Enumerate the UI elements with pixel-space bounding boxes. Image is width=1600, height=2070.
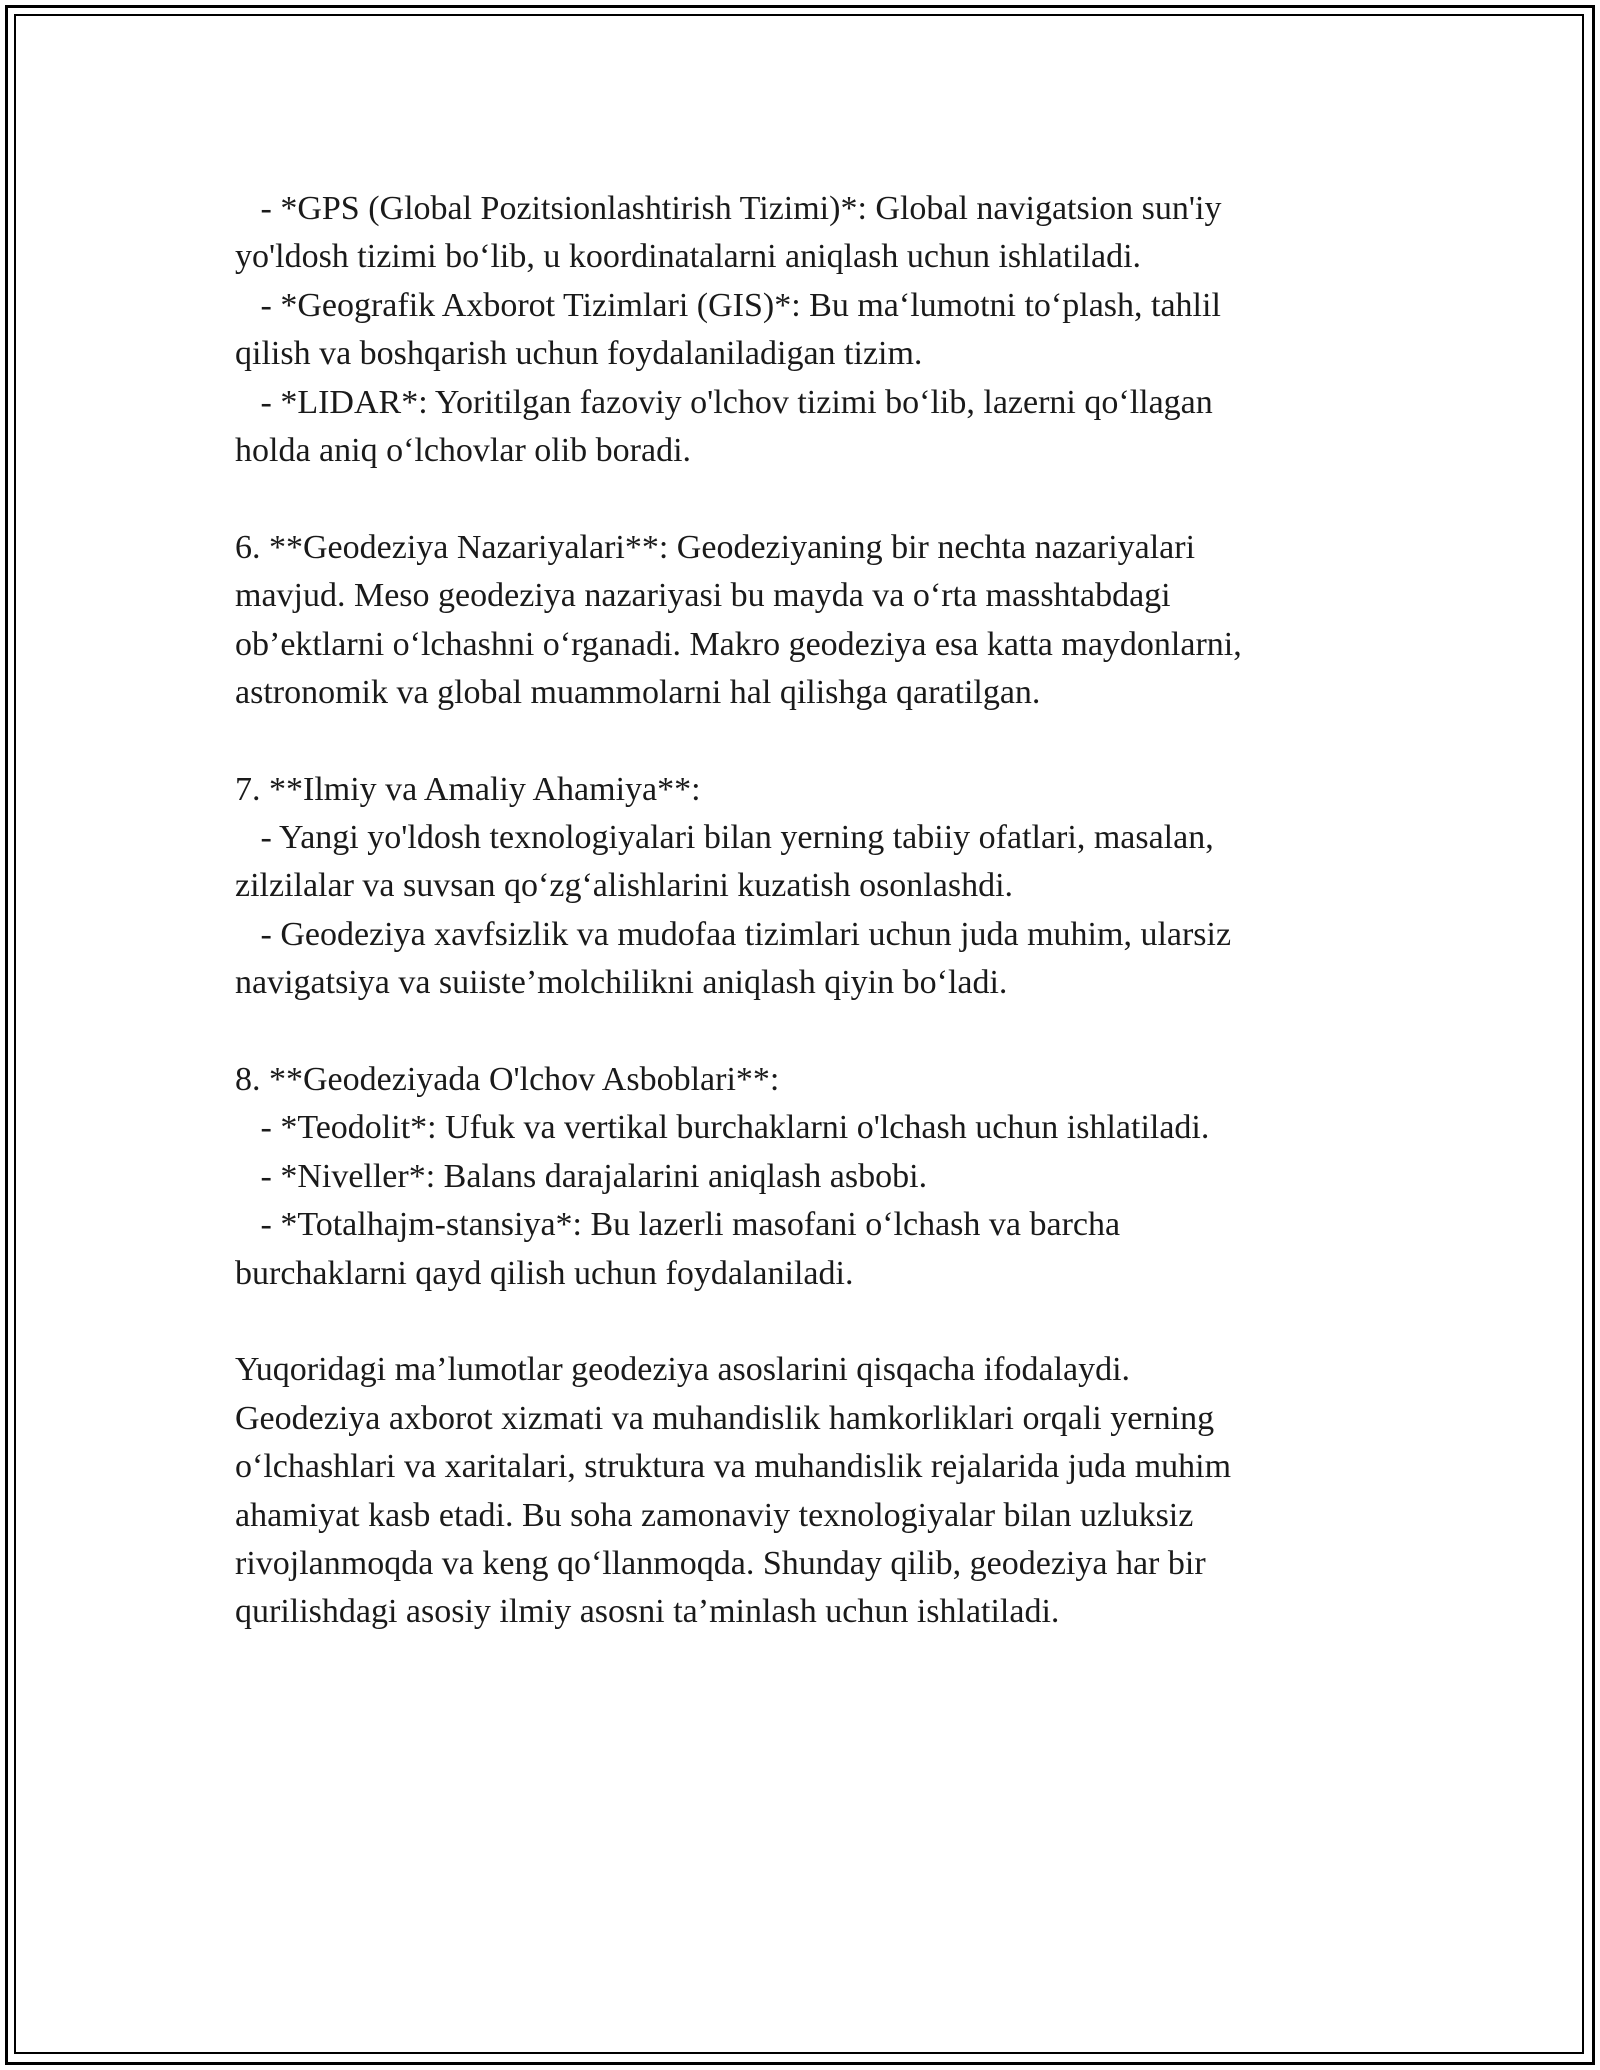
paragraph-spacer <box>235 1008 1385 1056</box>
text-line: burchaklarni qayd qilish uchun foydalaniladi. <box>235 1254 854 1292</box>
text-line: - *Geografik Axborot Tizimlari (GIS)*: Bu ma‘lumotni to‘plash, tahlil <box>235 286 1221 324</box>
text-line: - *GPS (Global Pozitsionlashtirish Tizimi)*: Global navigatsion sun'iy <box>235 190 1222 227</box>
section-heading-8: 8. **Geodeziyada O'lchov Asboblari**: <box>235 1061 780 1099</box>
conclusion-line: ahamiyat kasb etadi. Bu soha zamonaviy texnologiyalar bilan uzluksiz <box>235 1496 1194 1534</box>
conclusion-line: Geodeziya axborot xizmati va muhandislik hamkorliklari orqali yerning <box>235 1399 1215 1437</box>
text-line: - *Teodolit*: Ufuk va vertikal burchaklarni o'lchash uchun ishlatiladi. <box>235 1109 1210 1147</box>
paragraph-spacer <box>235 475 1385 523</box>
conclusion-line: qurilishdagi asosiy ilmiy asosni ta’minlash uchun ishlatiladi. <box>235 1593 1060 1631</box>
text-line: navigatsiya va suiiste’molchilikni aniqlash qiyin bo‘ladi. <box>235 964 1008 1002</box>
document-body <box>235 185 1385 1637</box>
text-line: astronomik va global muammolarni hal qilishga qaratilgan. <box>235 673 1041 711</box>
text-line: - *Niveller*: Balans darajalarini aniqlash asbobi. <box>235 1157 928 1195</box>
conclusion-line: rivojlanmoqda va keng qo‘llanmoqda. Shunday qilib, geodeziya har bir <box>235 1544 1206 1582</box>
section-heading-7: 7. **Ilmiy va Amaliy Ahamiya**: <box>235 770 701 808</box>
text-line: - *Totalhajm-stansiya*: Bu lazerli masofani o‘lchash va barcha <box>235 1206 1121 1244</box>
paragraph-spacer <box>235 1298 1385 1346</box>
text-line: holda aniq o‘lchovlar olib boradi. <box>235 431 692 469</box>
text-line: - Geodeziya xavfsizlik va mudofaa tizimlari uchun juda muhim, ularsiz <box>235 915 1232 953</box>
conclusion-line: o‘lchashlari va xaritalari, struktura va muhandislik rejalarida juda muhim <box>235 1448 1232 1486</box>
text-line: qilish va boshqarish uchun foydalaniladigan tizim. <box>235 335 923 373</box>
text-line: - Yangi yo'ldosh texnologiyalari bilan yerning tabiiy ofatlari, masalan, <box>235 819 1214 857</box>
conclusion-line: Yuqoridagi ma’lumotlar geodeziya asoslarini qisqacha ifodalaydi. <box>235 1351 1131 1389</box>
text-line: mavjud. Meso geodeziya nazariyasi bu mayda va o‘rta masshtabdagi <box>235 577 1171 615</box>
text-line: yo'ldosh tizimi bo‘lib, u koordinatalarni aniqlash uchun ishlatiladi. <box>235 238 1142 276</box>
section-heading-6: 6. **Geodeziya Nazariyalari**: Geodeziyaning bir nechta nazariyalari <box>235 528 1196 566</box>
text-line: zilzilalar va suvsan qo‘zg‘alishlarini kuzatish osonlashdi. <box>235 867 1014 905</box>
paragraph-spacer <box>235 717 1385 765</box>
text-line: - *LIDAR*: Yoritilgan fazoviy o'lchov tizimi bo‘lib, lazerni qo‘llagan <box>235 383 1213 421</box>
text-line: ob’ektlarni o‘lchashni o‘rganadi. Makro geodeziya esa katta maydonlarni, <box>235 625 1242 663</box>
